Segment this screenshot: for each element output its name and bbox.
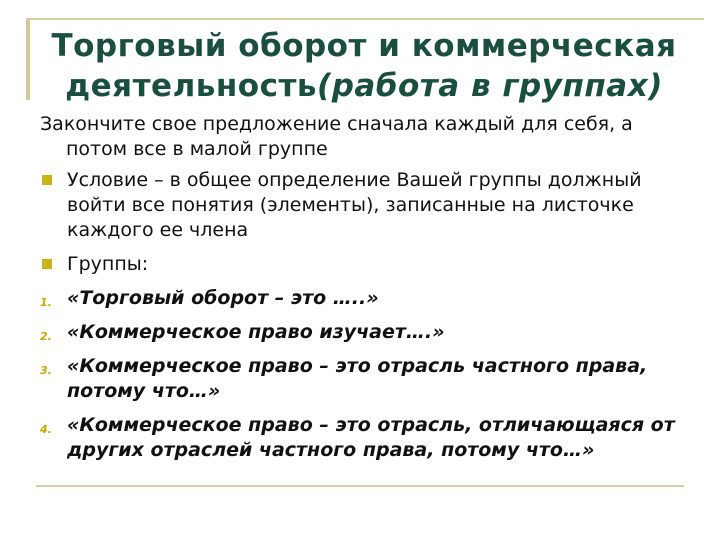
title-line-2-italic: (работа в группах)	[317, 68, 663, 104]
intro-text: Закончите свое предложение сначала каждый для себя, а потом все в малой группе	[40, 113, 633, 160]
title-line-2	[34, 66, 694, 106]
numbered-item	[40, 413, 690, 463]
bullet-text: Условие – в общее определение Вашей группы должный войти все понятия (элементы), записанные на листочке каждого ее члена	[67, 169, 642, 241]
left-accent-bar	[26, 18, 30, 100]
square-bullet-icon	[42, 259, 52, 269]
slide-body	[40, 112, 690, 472]
item-number: 2.	[40, 330, 52, 343]
bullet-item	[40, 252, 690, 277]
numbered-text: «Торговый оборот – это …..»	[67, 287, 379, 309]
numbered-item	[40, 320, 690, 345]
top-rule	[26, 18, 704, 20]
bottom-rule	[36, 485, 684, 487]
item-number: 3.	[40, 364, 52, 377]
numbered-item	[40, 354, 690, 404]
item-number: 1.	[40, 296, 52, 309]
bullet-text: Группы:	[67, 253, 149, 275]
bullet-item	[40, 168, 690, 243]
numbered-text: «Коммерческое право – это отрасль частного права, потому что…»	[67, 355, 648, 402]
numbered-text: «Коммерческое право изучает….»	[67, 321, 445, 343]
numbered-text: «Коммерческое право – это отрасль, отличающаяся от других отраслей частного права, потому что…»	[67, 414, 675, 461]
square-bullet-icon	[42, 175, 52, 185]
item-number: 4.	[40, 423, 52, 436]
numbered-item	[40, 286, 690, 311]
title-line-1: Торговый оборот и коммерческая	[51, 28, 677, 64]
title-line-2-main: деятельность	[65, 68, 318, 104]
slide-title	[34, 26, 694, 106]
